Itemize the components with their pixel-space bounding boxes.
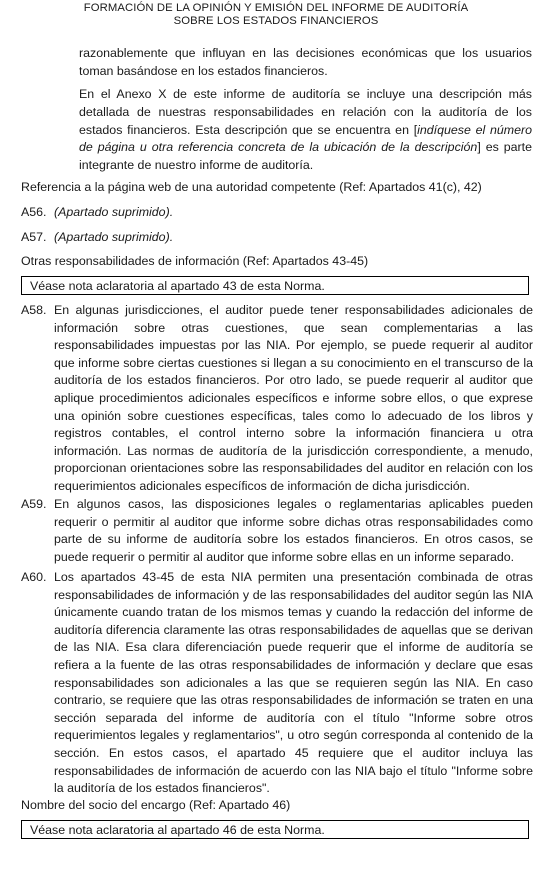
a56-text: (Apartado suprimido).: [54, 205, 174, 219]
intro-p2-start: En el Anexo X de este informe de auditoría se incluye una descripción más detallada de nuestras responsabilidades en relación con la auditoría de los estados financieros. Esta descripción que se encuentra en [: [79, 87, 532, 137]
header-line-1: FORMACIÓN DE LA OPINIÓN Y EMISIÓN DEL INFORME DE AUDITORÍA: [83, 2, 469, 14]
intro-p2-italic: indíquese el número de página u otra referencia concreta de la ubicación de la descripción: [79, 122, 532, 155]
a56-number: A56.: [21, 205, 47, 219]
intro-paragraph-1: razonablemente que influyan en las decisiones económicas que los usuarios toman basándose en los estados financieros.: [79, 46, 532, 78]
paragraph-a57: [21, 229, 541, 246]
a59-number: A59.: [21, 497, 47, 511]
a58-text: En algunas jurisdicciones, el auditor puede tener responsabilidades adicionales de información sobre otras cuestiones, que sean complementarias a las responsabilidades impuestas por las NIA. Por ejemplo, se puede requerir al auditor que informe sobre ciertas cuestiones si llegan a su conocimiento en el transcurso de la auditoría de los estados financieros. Por otro lado, se puede requerir al auditor que aplique procedimientos adicionales específicos e informe sobre ellos, o que exprese una opinión sobre cuestiones específicas, tales como lo adecuado de los libros y registros contables, el control interno sobre la información financiera u otra información. Las normas de auditoría de la jurisdicción correspondiente, a menudo, proporcionan orientaciones sobre las responsabilidades del auditor en relación con los requerimientos adicionales específicos de información de dicha jurisdicción.: [54, 303, 533, 493]
a57-text: (Apartado suprimido).: [54, 230, 174, 244]
otras-responsabilidades-heading: Otras responsabilidades de información (Ref: Apartados 43-45): [21, 254, 369, 268]
socio-heading: Nombre del socio del encargo (Ref: Apartado 46): [21, 798, 291, 812]
a58-number: A58.: [21, 303, 47, 317]
paragraph-a58: [21, 302, 533, 496]
paragraph-a60: [21, 569, 533, 798]
header-line-2: SOBRE LOS ESTADOS FINANCIEROS: [173, 15, 379, 27]
intro-p2-end: ] es parte integrante de nuestro informe de auditoría.: [79, 140, 533, 173]
intro-paragraph-2: [79, 86, 532, 175]
note-box-46: Véase nota aclaratoria al apartado 46 de esta Norma.: [21, 820, 529, 839]
note-box-43: Véase nota aclaratoria al apartado 43 de esta Norma.: [21, 276, 529, 295]
web-reference-heading: Referencia a la página web de una autoridad competente (Ref: Apartados 41(c), 42): [21, 180, 482, 194]
a59-text: En algunos casos, las disposiciones legales o reglamentarias aplicables pueden requerir o permitir al auditor que informe sobre dichas otras responsabilidades como parte de su informe de auditoría sobre los estados financieros. En otros casos, se puede requerir o permitir al auditor que informe sobre ellas en un informe separado.: [54, 497, 533, 564]
paragraph-a59: [21, 496, 533, 566]
page-header: [0, 0, 552, 28]
a60-number: A60.: [21, 570, 47, 584]
paragraph-a56: [21, 204, 541, 221]
a60-text: Los apartados 43-45 de esta NIA permiten una presentación combinada de otras responsabilidades de información y de las responsabilidades del auditor según las NIA únicamente cuando tratan de los mismos temas y cuando la redacción del informe de auditoría diferencia claramente las otras responsabilidades de aquellas que se derivan de las NIA. Esa clara diferenciación puede requerir que el informe de auditoría se refiera a la fuente de las otras responsabilidades de información y declare que esas responsabilidades son adicionales a las que se requieren según las NIA. En caso contrario, se requiere que las otras responsabilidades de información se traten en una sección separada del informe de auditoría con el título "Informe sobre otros requerimientos legales y reglamentarios", u otro según corresponda al contenido de la sección. En estos casos, el apartado 45 requiere que el auditor incluya las responsabilidades de información de acuerdo con las NIA bajo el título "Informe sobre la auditoría de los estados financieros".: [54, 570, 533, 796]
a57-number: A57.: [21, 230, 47, 244]
